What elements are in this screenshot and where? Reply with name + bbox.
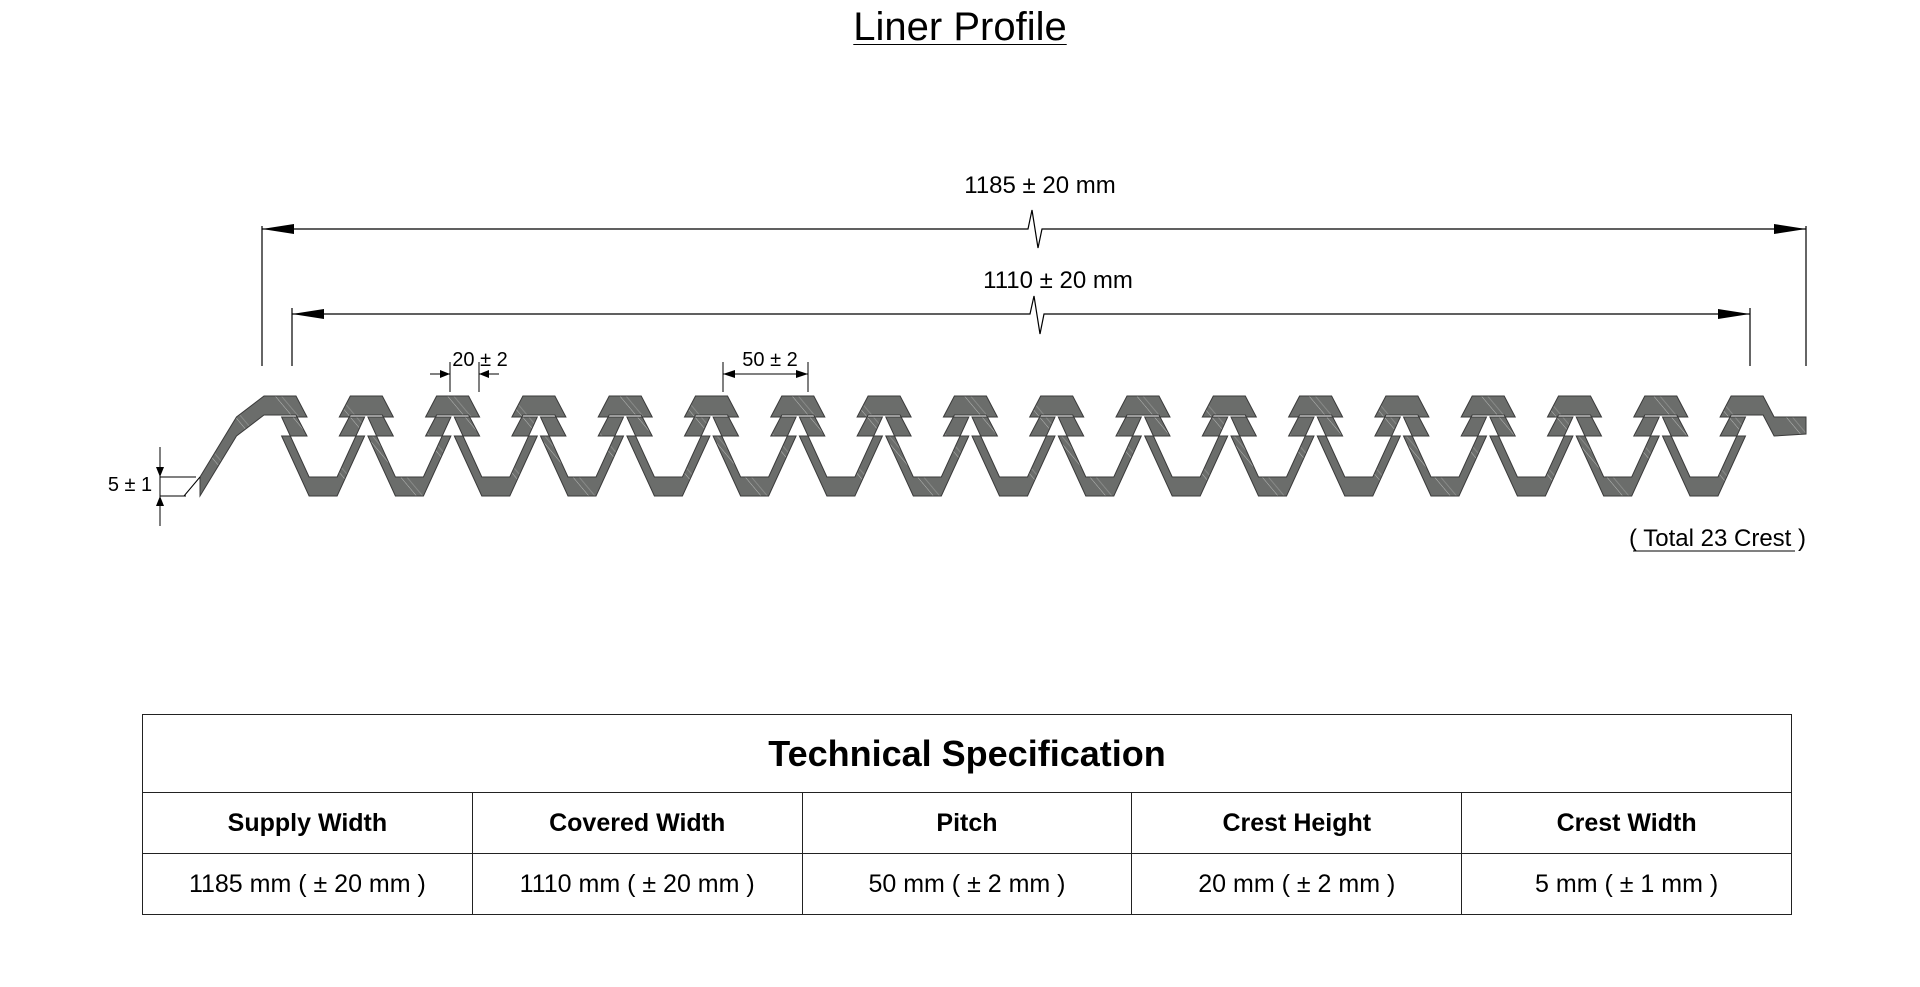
covered-width-label: 1110 ± 20 mm [983,267,1133,294]
spec-value-crest-width: 5 mm ( ± 1 mm ) [1462,854,1792,915]
covered-width-dimension [292,267,1750,366]
technical-specification-table [142,714,1792,915]
spec-header-crest-height: Crest Height [1132,793,1462,854]
crest-height-label: 5 ± 1 [107,474,153,496]
crest-width-dimension [430,349,508,392]
spec-value-crest-height: 20 mm ( ± 2 mm ) [1132,854,1462,915]
pitch-label: 50 ± 2 [742,349,798,371]
liner-profile-sheet [200,396,1806,496]
drawing-title-text: Liner Profile [853,5,1067,49]
crest-count-label: ( Total 23 Crest ) [1629,525,1806,552]
spec-header-covered-width: Covered Width [472,793,802,854]
spec-value-pitch: 50 mm ( ± 2 mm ) [802,854,1132,915]
crest-count-note [1629,525,1806,552]
spec-value-supply-width: 1185 mm ( ± 20 mm ) [143,854,473,915]
pitch-dimension [723,349,808,392]
supply-width-label: 1185 ± 20 mm [964,172,1116,199]
spec-header-pitch: Pitch [802,793,1132,854]
crest-width-label: 20 ± 2 [452,349,508,371]
spec-header-crest-width: Crest Width [1462,793,1792,854]
crest-height-dimension [108,447,200,526]
spec-header-supply-width: Supply Width [143,793,473,854]
spec-value-covered-width: 1110 mm ( ± 20 mm ) [472,854,802,915]
spec-table-title: Technical Specification [143,715,1792,793]
